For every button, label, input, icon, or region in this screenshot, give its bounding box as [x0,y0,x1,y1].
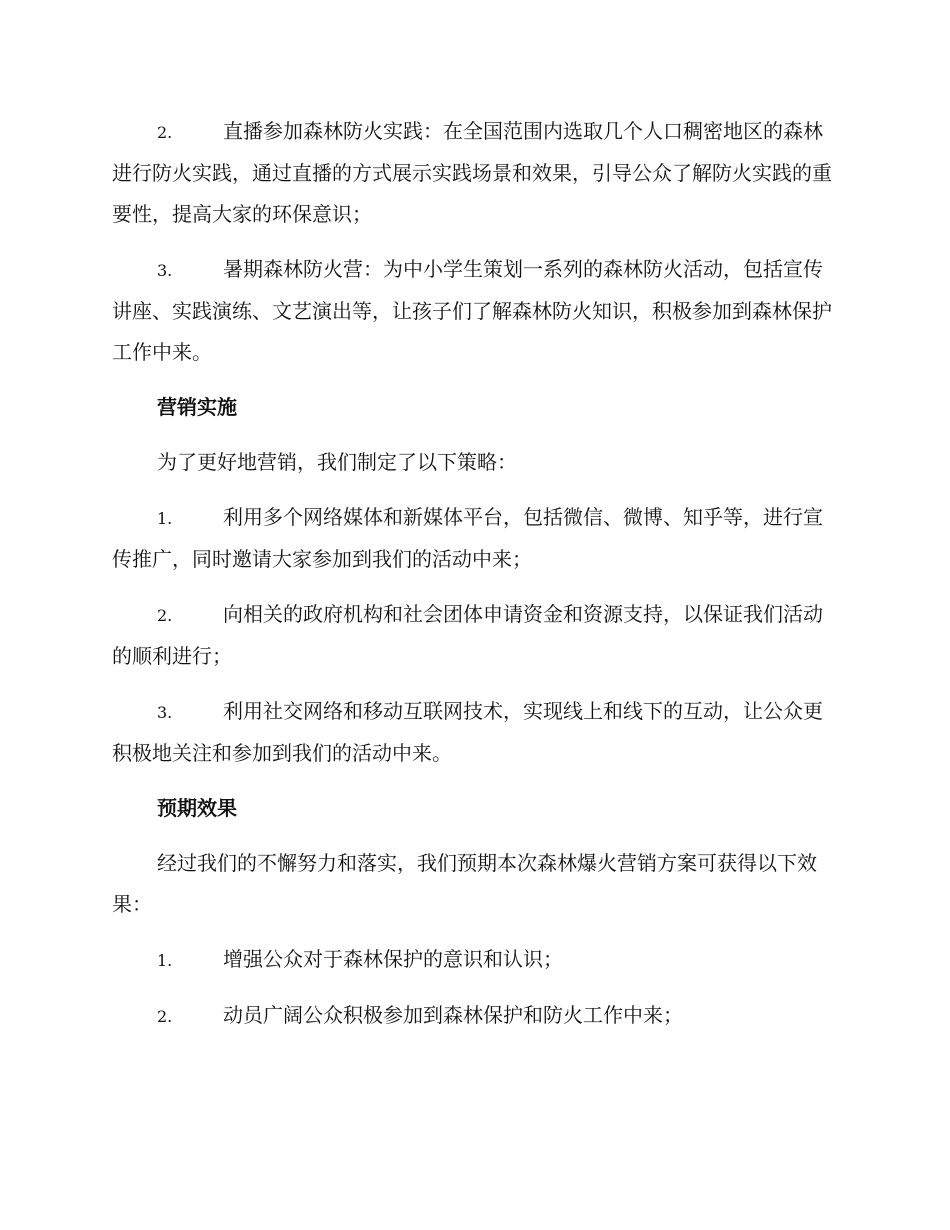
paragraph: 经过我们的不懈努力和落实，我们预期本次森林爆火营销方案可获得以下效果： [112,851,817,916]
list-text: 向相关的政府机构和社会团体申请资金和资源支持，以保证我们活动的顺利进行； [112,602,823,668]
list-item [112,939,838,981]
list-number: 3. [157,261,173,280]
list-item [112,995,838,1037]
list-number: 1. [157,509,173,528]
list-number: 2. [157,1007,173,1026]
section-heading: 营销实施 [157,395,237,419]
list-number: 1. [157,951,173,970]
list-text: 增强公众对于森林保护的意识和认识； [223,947,563,971]
list-item [112,594,838,677]
list-text: 利用多个网络媒体和新媒体平台，包括微信、微博、知乎等，进行宣传推广，同时邀请大家参加到我们的活动中来； [112,505,823,571]
list-item [112,691,838,774]
list-number: 2. [157,606,173,625]
section-heading: 预期效果 [157,796,237,820]
list-text: 直播参加森林防火实践：在全国范围内选取几个人口稠密地区的森林进行防火实践，通过直播的方式展示实践场景和效果，引导公众了解防火实践的重要性，提高大家的环保意识； [112,119,832,226]
list-number: 3. [157,703,173,722]
list-text: 暑期森林防火营：为中小学生策划一系列的森林防火活动，包括宣传讲座、实践演练、文艺演出等，让孩子们了解森林防火知识，积极参加到森林保护工作中来。 [112,257,832,364]
list-text: 利用社交网络和移动互联网技术，实现线上和线下的互动，让公众更积极地关注和参加到我们的活动中来。 [112,699,823,765]
list-item [112,249,838,373]
paragraph: 为了更好地营销，我们制定了以下策略： [157,450,517,474]
list-item [112,111,838,235]
list-item [112,497,838,580]
list-number: 2. [157,123,173,142]
list-text: 动员广阔公众积极参加到森林保护和防火工作中来； [223,1003,683,1027]
